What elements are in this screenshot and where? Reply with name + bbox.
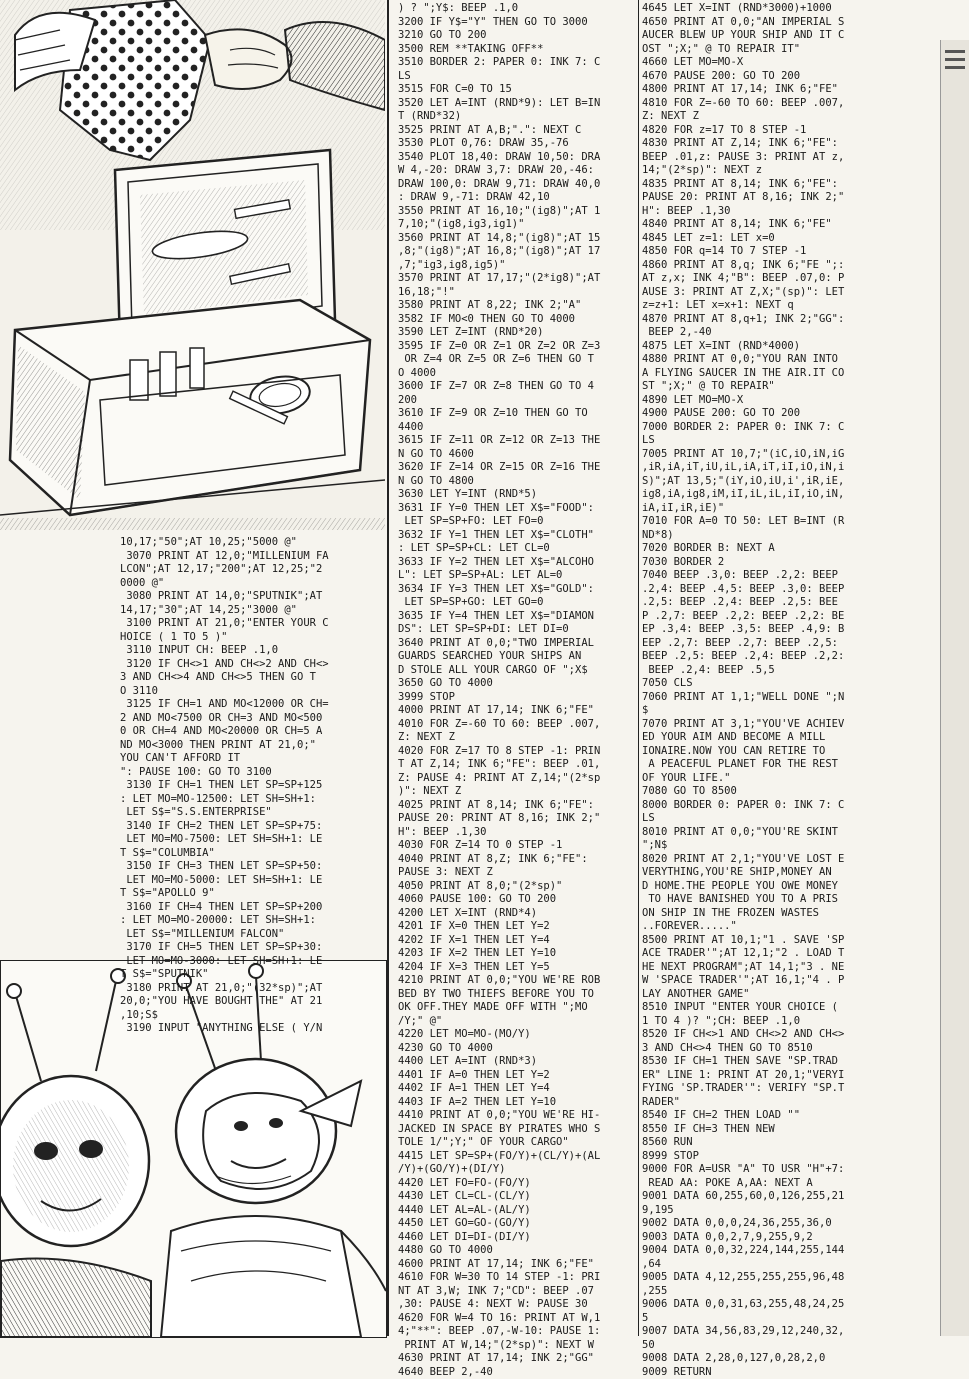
- suitcase-illustration: [0, 0, 385, 530]
- page-edge: [940, 40, 969, 1336]
- column-divider: [387, 0, 389, 1336]
- column-divider: [638, 0, 639, 1336]
- listing-right-column: 4645 LET X=INT (RND*3000)+1000 4650 PRINT AT 0,0;"AN IMPERIAL S AUCER BLEW UP YOUR SHIP AND IT C OST ";X;" @ TO REPAIR IT" 4660 LET MO=MO-X 4670 PAUSE 200: GO TO 200 4800 PRINT AT 17,14; INK 6;"FE" 4810 FOR Z=-60 TO 60: BEEP .007, Z: NEXT Z 4820 FOR z=17 TO 8 STEP -1 4830 PRINT AT Z,14; INK 6;"FE": BEEP .01,z: PAUSE 3: PRINT AT z, 14;"(2*sp)": NEXT z 4835 PRINT AT 8,14; INK 6;"FE": PAUSE 20: PRINT AT 8,16; INK 2;" H": BEEP .1,30 4840 PRINT AT 8,14; INK 6;"FE" 4845 LET z=1: LET x=0 4850 FOR q=14 TO 7 STEP -1 4860 PRINT AT 8,q; INK 6;"FE ";: AT z,x; INK 4;"B": BEEP .07,0: P AUSE 3: PRINT AT Z,X;"(sp)": LET z=z+1: LET x=x+1: NEXT q 4870 PRINT AT 8,q+1; INK 2;"GG": BEEP 2,-40 4875 LET X=INT (RND*4000) 4880 PRINT AT 0,0;"YOU RAN INTO A FLYING SAUCER IN THE AIR.IT CO ST ";X;" @ TO REPAIR" 4890 LET MO=MO-X 4900 PAUSE 200: GO TO 200 7000 BORDER 2: PAPER 0: INK 7: C LS 7005 PRINT AT 10,7;"(iC,iO,iN,iG ,iR,iA,iT,iU,iL,iA,iT,iI,iO,iN,i S)";AT 13,5;"(iY,iO,iU,i',iR,iE, ig8,iA,ig8,iM,iI,iL,iL,iI,iO,iN, iA,iI,iR,iE)" 7010 FOR A=0 TO 50: LET B=INT (R ND*8) 7020 BORDER B: NEXT A 7030 BORDER 2 7040 BEEP .3,0: BEEP .2,2: BEEP .2,4: BEEP .4,5: BEEP .3,0: BEEP .2,5: BEEP .2,4: BEEP .2,5: BEE P .2,7: BEEP .2,2: BEEP .2,2: BE EP .3,4: BEEP .3,5: BEEP .4,9: B EEP .2,7: BEEP .2,7: BEEP .2,5: BEEP .2,5: BEEP .2,4: BEEP .2,2: BEEP .2,4: BEEP .5,5 7050 CLS 7060 PRINT AT 1,1;"WELL DONE ";N $ 7070 PRINT AT 3,1;"YOU'VE ACHIEV ED YOUR AIM AND BECOME A MILL IONAIRE.NOW YOU CAN RETIRE TO A PEACEFUL PLANET FOR THE REST OF YOUR LIFE." 7080 GO TO 8500 8000 BORDER 0: PAPER 0: INK 7: C LS 8010 PRINT AT 0,0;"YOU'RE SKINT ";N$ 8020 PRINT AT 2,1;"YOU'VE LOST E VERYTHING,YOU'RE SHIP,MONEY AN D HOME.THE PEOPLE YOU OWE MONEY TO HAVE BANISHED YOU TO A PRIS ON SHIP IN THE FROZEN WASTES ..FOREVER....." 8500 PRINT AT 10,1;"1 . SAVE 'SP ACE TRADER'";AT 12,1;"2 . LOAD T HE NEXT PROGRAM";AT 14,1;"3 . NE W 'SPACE TRADER'";AT 16,1;"4 . P LAY ANOTHER GAME" 8510 INPUT "ENTER YOUR CHOICE ( 1 TO 4 )? ";CH: BEEP .1,0 8520 IF CH<>1 AND CH<>2 AND CH<> 3 AND CH<>4 THEN GO TO 8510 8530 IF CH=1 THEN SAVE "SP.TRAD ER" LINE 1: PRINT AT 20,1;"VERYI FYING 'SP.TRADER'": VERIFY "SP.T RADER" 8540 IF CH=2 THEN LOAD "" 8550 IF CH=3 THEN NEW 8560 RUN 8999 STOP 9000 FOR A=USR "A" TO USR "H"+7: READ AA: POKE A,AA: NEXT A 9001 DATA 60,255,60,0,126,255,21 9,195 9002 DATA 0,0,0,24,36,255,36,0 9003 DATA 0,0,2,7,9,255,9,2 9004 DATA 0,0,32,224,144,255,144 ,64 9005 DATA 4,12,255,255,255,96,48 ,255 9006 DATA 0,0,31,63,255,48,24,25 5 9007 DATA 34,56,83,29,12,240,32, 50 9008 DATA 2,28,0,127,0,28,2,0 9009 RETURN: [642, 2, 845, 1378]
- listing-left-column: 10,17;"50";AT 10,25;"5000 @" 3070 PRINT AT 12,0;"MILLENIUM FA LCON";AT 12,17;"200";AT 12,25;"2 0000 @" 3080 PRINT AT 14,0;"SPUTNIK";AT 14,17;"30";AT 14,25;"3000 @" 3100 PRINT AT 21,0;"ENTER YOUR C HOICE ( 1 TO 5 )" 3110 INPUT CH: BEEP .1,0 3120 IF CH<>1 AND CH<>2 AND CH<> 3 AND CH<>4 AND CH<>5 THEN GO T O 3110 3125 IF CH=1 AND MO<12000 OR CH= 2 AND MO<7500 OR CH=3 AND MO<500 0 OR CH=4 AND MO<20000 OR CH=5 A ND MO<3000 THEN PRINT AT 21,0;" YOU CAN'T AFFORD IT ": PAUSE 100: GO TO 3100 3130 IF CH=1 THEN LET SP=SP+125 : LET MO=MO-12500: LET SH=SH+1: LET S$="S.S.ENTERPRISE" 3140 IF CH=2 THEN LET SP=SP+75: LET MO=MO-7500: LET SH=SH+1: LE T S$="COLUMBIA" 3150 IF CH=3 THEN LET SP=SP+50: LET MO=MO-5000: LET SH=SH+1: LE T S$="APOLLO 9" 3160 IF CH=4 THEN LET SP=SP+200 : LET MO=MO-20000: LET SH=SH+1: LET S$="MILLENIUM FALCON" 3170 IF CH=5 THEN LET SP=SP+30: LET MO=MO-3000: LET SH=SH+1: LE T S$="SPUTNIK" 3180 PRINT AT 21,0;"(32*sp)";AT 20,0;"YOU HAVE BOUGHT THE" AT 21 ,10;S$ 3190 INPUT "ANYTHING ELSE ( Y/N: [120, 536, 329, 1034]
- suitcase-icon: [0, 0, 385, 530]
- listing-middle-column: ) ? ";Y$: BEEP .1,0 3200 IF Y$="Y" THEN GO TO 3000 3210 GO TO 200 3500 REM **TAKING OFF** 3510 BORDER 2: PAPER 0: INK 7: C LS 3515 FOR C=0 TO 15 3520 LET A=INT (RND*9): LET B=IN T (RND*32) 3525 PRINT AT A,B;".": NEXT C 3530 PLOT 0,76: DRAW 35,-76 3540 PLOT 18,40: DRAW 10,50: DRA W 4,-20: DRAW 3,7: DRAW 20,-46: DRAW 100,0: DRAW 9,71: DRAW 40,0 : DRAW 9,-71: DRAW 42,10 3550 PRINT AT 16,10;"(ig8)";AT 1 7,10;"(ig8,ig3,ig1)" 3560 PRINT AT 14,8;"(ig8)";AT 15 ,8;"(ig8)";AT 16,8;"(ig8)";AT 17 ,7;"ig3,ig8,ig5)" 3570 PRINT AT 17,17;"(2*ig8)";AT 16,18;"!" 3580 PRINT AT 8,22; INK 2;"A" 3582 IF MO<0 THEN GO TO 4000 3590 LET Z=INT (RND*20) 3595 IF Z=0 OR Z=1 OR Z=2 OR Z=3 OR Z=4 OR Z=5 OR Z=6 THEN GO T O 4000 3600 IF Z=7 OR Z=8 THEN GO TO 4 200 3610 IF Z=9 OR Z=10 THEN GO TO 4400 3615 IF Z=11 OR Z=12 OR Z=13 THE N GO TO 4600 3620 IF Z=14 OR Z=15 OR Z=16 THE N GO TO 4800 3630 LET Y=INT (RND*5) 3631 IF Y=0 THEN LET X$="FOOD": LET SP=SP+FO: LET FO=0 3632 IF Y=1 THEN LET X$="CLOTH" : LET SP=SP+CL: LET CL=0 3633 IF Y=2 THEN LET X$="ALCOHO L": LET SP=SP+AL: LET AL=0 3634 IF Y=3 THEN LET X$="GOLD": LET SP=SP+GO: LET GO=0 3635 IF Y=4 THEN LET X$="DIAMON DS": LET SP=SP+DI: LET DI=0 3640 PRINT AT 0,0;"TWO IMPERIAL GUARDS SEARCHED YOUR SHIPS AN D STOLE ALL YOUR CARGO OF ";X$ 3650 GO TO 4000 3999 STOP 4000 PRINT AT 17,14; INK 6;"FE" 4010 FOR Z=-60 TO 60: BEEP .007, Z: NEXT Z 4020 FOR Z=17 TO 8 STEP -1: PRIN T AT Z,14; INK 6;"FE": BEEP .01, Z: PAUSE 4: PRINT AT Z,14;"(2*sp )": NEXT Z 4025 PRINT AT 8,14; INK 6;"FE": PAUSE 20: PRINT AT 8,16; INK 2;" H": BEEP .1,30 4030 FOR Z=14 TO 0 STEP -1 4040 PRINT AT 8,Z; INK 6;"FE": PAUSE 3: NEXT Z 4050 PRINT AT 8,0;"(2*sp)" 4060 PAUSE 100: GO TO 200 4200 LET X=INT (RND*4) 4201 IF X=0 THEN LET Y=2 4202 IF X=1 THEN LET Y=4 4203 IF X=2 THEN LET Y=10 4204 IF X=3 THEN LET Y=5 4210 PRINT AT 0,0;"YOU WE'RE ROB BED BY TWO THIEFS BEFORE YOU TO OK OFF.THEY MADE OFF WITH ";MO /Y;" @" 4220 LET MO=MO-(MO/Y) 4230 GO TO 4000 4400 LET A=INT (RND*3) 4401 IF A=0 THEN LET Y=2 4402 IF A=1 THEN LET Y=4 4403 IF A=2 THEN LET Y=10 4410 PRINT AT 0,0;"YOU WE'RE HI- JACKED IN SPACE BY PIRATES WHO S TOLE 1/";Y;" OF YOUR CARGO" 4415 LET SP=SP+(FO/Y)+(CL/Y)+(AL /Y)+(GO/Y)+(DI/Y) 4420 LET FO=FO-(FO/Y) 4430 LET CL=CL-(CL/Y) 4440 LET AL=AL-(AL/Y) 4450 LET GO=GO-(GO/Y) 4460 LET DI=DI-(DI/Y) 4480 GO TO 4000 4600 PRINT AT 17,14; INK 6;"FE" 4610 FOR W=30 TO 14 STEP -1: PRI NT AT 3,W; INK 7;"CD": BEEP .07 ,30: PAUSE 4: NEXT W: PAUSE 30 4620 FOR W=4 TO 16: PRINT AT W,1 4;"**": BEEP .07,-W-10: PAUSE 1: PRINT AT W,14;"(2*sp)": NEXT W 4630 PRINT AT 17,14; INK 2;"GG" 4640 BEEP 2,-40: [398, 2, 601, 1378]
